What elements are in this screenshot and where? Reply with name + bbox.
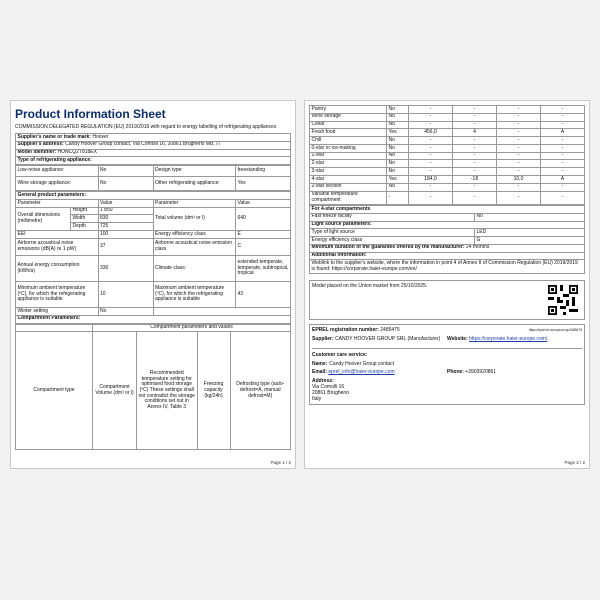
page-footer: Page 2 / 2 — [564, 460, 585, 465]
supplier-row: Supplier's name or trade mark: Hoover — [16, 134, 291, 142]
care-address: Address: Via Comolli 16 20861 Brugherio Italy — [312, 377, 349, 402]
table-row: Airborne acoustical noise emissions (dB(A) re 1 pW) 37 Airborne acoustical noise emission class C — [16, 239, 291, 256]
additional-header: Additional information: — [310, 252, 585, 260]
table-row: Width 830 — [16, 215, 291, 223]
table-row: Compartment type Compartment Volume (dm³ or l) Recommended temperature setting for optimised food storage (ºC) These settings shall not contradict the storage conditions set out in Annex IV, Table 3 Freezing capacity (kg/24h) Defrosting type (auto-defrost=A, manual defrost=M) — [16, 332, 291, 450]
website-info: Website: https://corporate.haier-europe.com/ — [447, 335, 548, 342]
care-email: Email: eprel_info@haier-europe.com — [312, 368, 395, 375]
care-name: Name: Candy Hoover Group contact — [312, 360, 395, 367]
eprel-number: EPREL registration number: 2485475 — [312, 326, 400, 333]
guarantee-row: Minimum duration of the guarantee offered by the manufacturer: 24 months — [310, 244, 585, 252]
weblink-row: Weblink to the supplier's website, where the information in point 4 of Annex II of Commission Regulation (EU) 2019/2019 is found: https://corporate.haier-europe.com/en/ — [310, 260, 585, 273]
address-row: Supplier's address: Candy Hoover Group contact, Via Comolli 16, 20861 Brugherio MB, IT — [16, 141, 291, 149]
supplier-info: Supplier: CANDY HOOVER GROUP SRL (Manufacturer) — [312, 335, 441, 342]
table-row: Variable temperature compartment - - - - - — [310, 191, 585, 204]
comp-params-header: Compartment parameters and values — [93, 324, 291, 332]
table-row: 2-star section No - - - - — [310, 183, 585, 191]
table-row: 1-star No - - - - — [310, 152, 585, 160]
general-table — [15, 191, 291, 323]
table-row: Pantry No - - - - — [310, 106, 585, 114]
four-star-table — [309, 205, 585, 274]
table-row: Overall dimensions (millimetre) Height 1 850 Total volume (dm³ or l) 640 — [16, 207, 291, 215]
table-row: Annual energy consumption (kWh/a) 330 Climate class: extended temperate, temperate, subtropical, tropical — [16, 256, 291, 282]
qr-code-icon — [548, 285, 578, 315]
market-box — [309, 280, 585, 320]
table-row: Wine storage No - - - - — [310, 113, 585, 121]
page-footer: Page 1 / 2 — [270, 460, 291, 465]
table-row: Chill No - - - - — [310, 137, 585, 145]
table-row: Energy efficiency class G — [310, 237, 585, 245]
table-row: 0-star or ice-making No - - - - — [310, 144, 585, 152]
table-row: 4-star Yes 184,0 -18 10,0 A — [310, 176, 585, 184]
eprel-url[interactable]: https://eprel.ec.europa.eu/qr/2485475 — [528, 327, 582, 332]
model-row: Model identifier: HONCQ2T818EX — [16, 149, 291, 157]
care-phone: Phone: +3903920861 — [447, 368, 497, 375]
table-row: 2-star No - - - - — [310, 160, 585, 168]
compartment-header: Compartment Parameters: — [16, 315, 291, 323]
placed-text: Model placed on the Union market from 25/10/2025. — [312, 282, 428, 289]
page-title: Product Information Sheet — [15, 107, 166, 121]
email-link[interactable]: eprel_info@haier-europe.com — [328, 368, 395, 375]
table-row: Wine storage appliance: No Other refrigerating appliance: Yes — [16, 177, 291, 191]
type-table — [15, 165, 291, 191]
general-header: General product parameters: — [16, 192, 291, 200]
table-row: EEI 100 Energy efficiency class E — [16, 231, 291, 239]
eprel-box — [309, 324, 585, 405]
dims-label: Overall dimensions (millimetre) — [16, 207, 71, 230]
regulation-text: COMMISSION DELEGATED REGULATION (EU) 2019/2016 with regard to energy labelling of refrigerating appliances — [15, 124, 277, 130]
compartment-head-table — [15, 324, 291, 451]
light-header: Light source parameters: — [310, 221, 585, 229]
table-row: Minimum ambient temperature (ºC), for which the refrigerating appliance is suitable 10 Maximum ambient temperature (ºC), for which the refrigerating appliance is suitable 43 — [16, 282, 291, 308]
four-star-header: For 4-star compartments — [310, 205, 585, 213]
page-2 — [304, 100, 590, 469]
compartment-table — [309, 105, 585, 205]
table-row: Winter setting No — [16, 308, 291, 316]
type-header: Type of refrigerating appliance: — [16, 157, 291, 165]
supplier-table — [15, 133, 291, 165]
table-row: Fast freeze facility No — [310, 213, 585, 221]
table-row: Low-noise appliance: No Design type: freestanding — [16, 166, 291, 177]
table-row: Type of light source LED — [310, 229, 585, 237]
table-row: Parameter Value Parameter Value — [16, 199, 291, 207]
table-row: 3-star No - - - - — [310, 168, 585, 176]
website-link[interactable]: https://corporate.haier-europe.com/ — [469, 335, 548, 342]
page-1 — [10, 100, 296, 469]
care-header: Customer care service: — [312, 348, 582, 358]
table-row: Cellar No - - - - — [310, 121, 585, 129]
table-row: Depth 725 — [16, 223, 291, 231]
table-row: Fresh food Yes 456,0 4 - A — [310, 129, 585, 137]
